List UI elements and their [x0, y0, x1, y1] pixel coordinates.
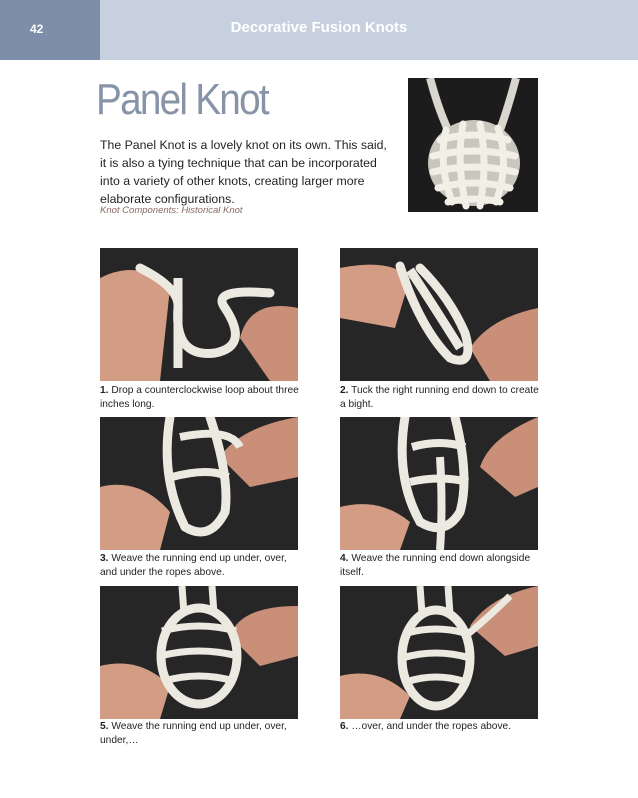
step-5-caption: [100, 720, 300, 748]
step-1-photo: [100, 248, 298, 381]
step-2-text: Tuck the right running end down to create a bight.: [340, 385, 539, 410]
step-2-photo: [340, 248, 538, 381]
step-2-caption: [340, 384, 540, 412]
step-5-photo: [100, 586, 298, 719]
step-3-photo: [100, 417, 298, 550]
step-1-text: Drop a counterclockwise loop about three inches long.: [100, 385, 299, 410]
intro-paragraph: The Panel Knot is a lovely knot on its own. This said, it is also a tying technique that can be incorporated into a variety of other knots, creating larger more elaborate configurations.: [100, 138, 387, 206]
step-3-text: Weave the running end up under, over, and under the ropes above.: [100, 553, 287, 578]
step-4-number: 4.: [340, 553, 349, 564]
header-tab: [0, 0, 100, 60]
step-4-caption: [340, 552, 540, 580]
step-2-number: 2.: [340, 385, 349, 396]
step-6-number: 6.: [340, 721, 349, 732]
step-4-photo: [340, 417, 538, 550]
step-3-caption: [100, 552, 300, 580]
step-6-text: …over, and under the ropes above.: [351, 721, 512, 732]
step-1-caption: [100, 384, 300, 412]
step-4-text: Weave the running end down alongside itself.: [340, 553, 531, 578]
running-head: Decorative Fusion Knots: [230, 19, 408, 36]
step-5-text: Weave the running end up under, over, under,…: [100, 721, 287, 746]
finished-knot-photo: [408, 78, 538, 212]
page-title: Panel Knot: [96, 75, 268, 124]
step-3-number: 3.: [100, 553, 109, 564]
step-5-number: 5.: [100, 721, 109, 732]
knot-components-note: Knot Components: Historical Knot: [100, 205, 243, 216]
step-6-caption: [340, 720, 540, 734]
step-1-number: 1.: [100, 385, 109, 396]
page-number: 42: [30, 22, 44, 36]
step-6-photo: [340, 586, 538, 719]
